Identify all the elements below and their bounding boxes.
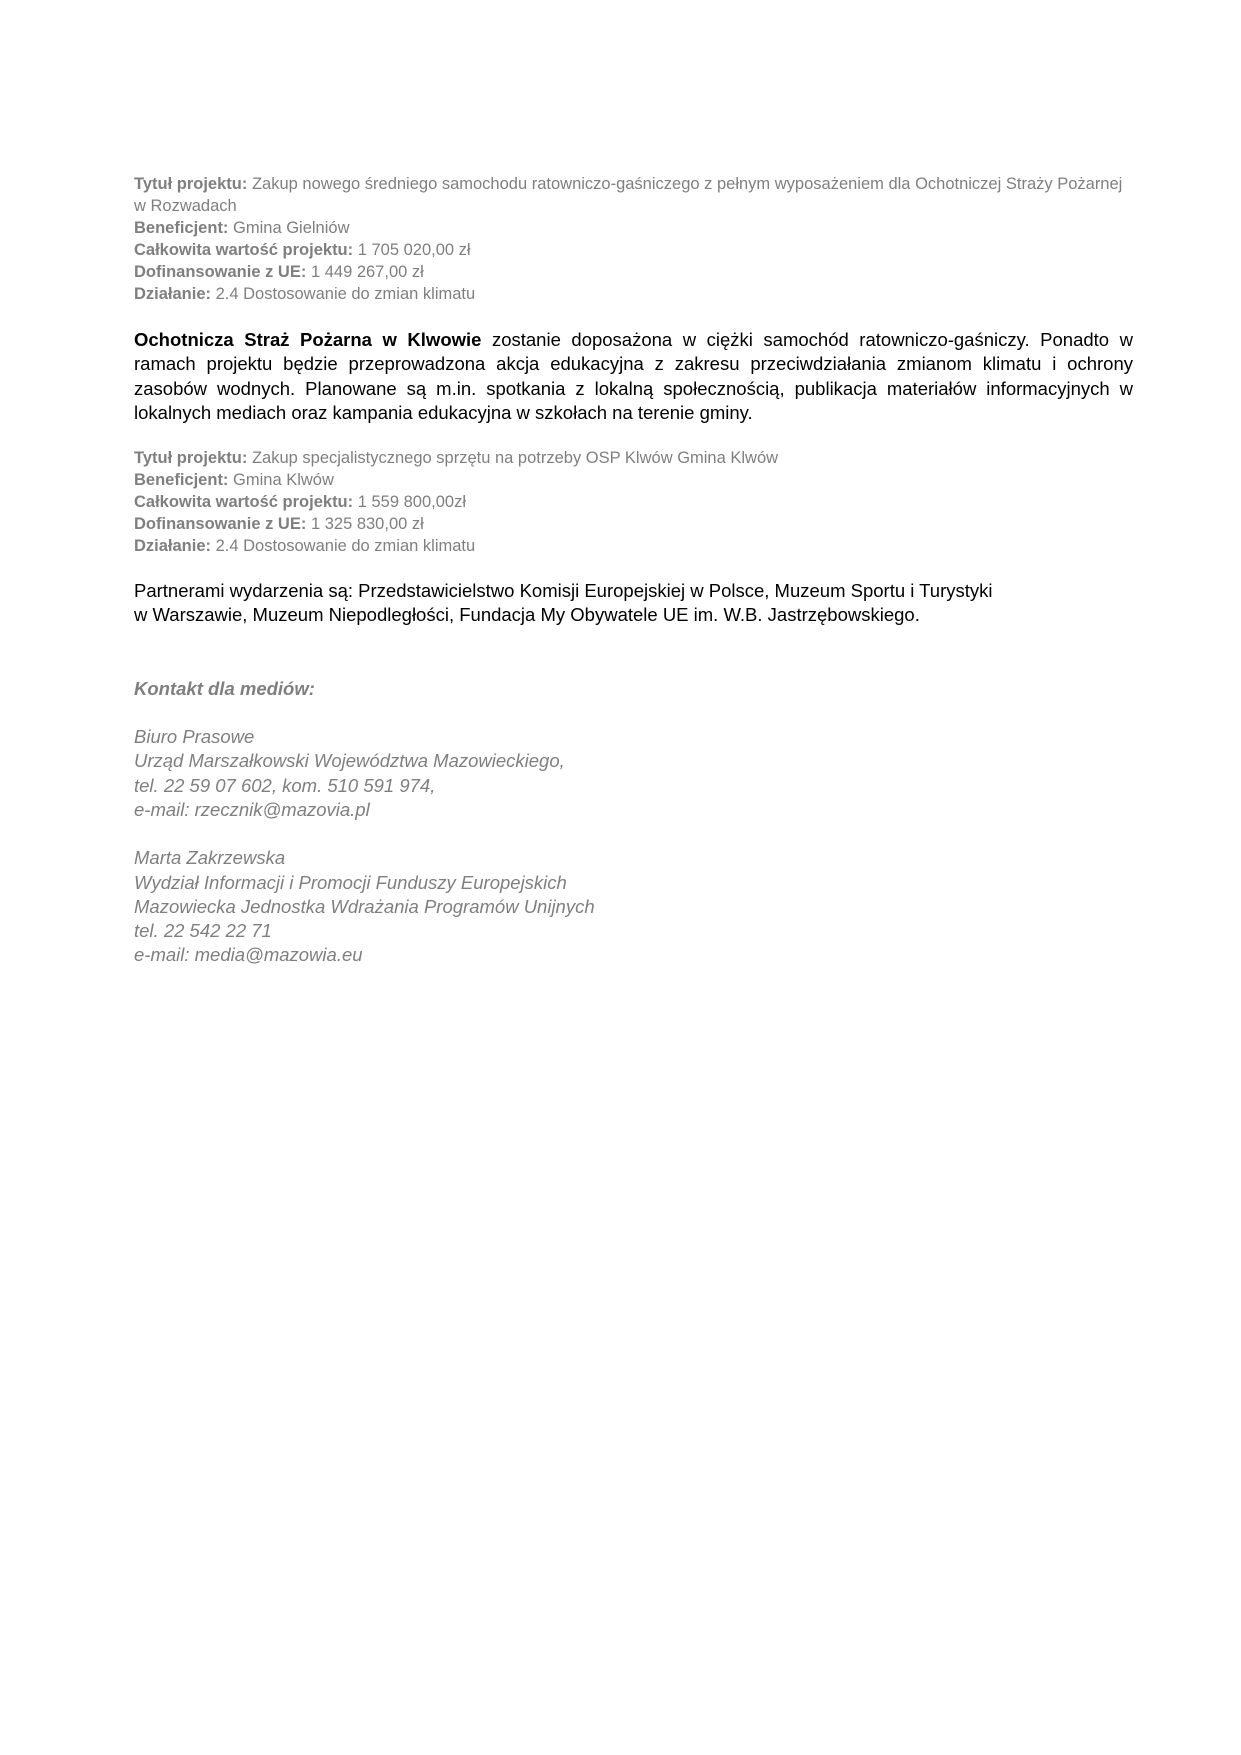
total-value: 1 705 020,00 zł: [357, 241, 471, 259]
contact-line: tel. 22 542 22 71: [134, 920, 272, 942]
contact-email[interactable]: e-mail: rzecznik@mazovia.pl: [134, 798, 370, 820]
project-1-details: [134, 173, 1133, 305]
paragraph-bold: Ochotnicza Straż Pożarna w Klwowie: [134, 329, 482, 350]
contact-line: Mazowiecka Jednostka Wdrażania Programów Unijnych: [134, 895, 595, 917]
action: 2.4 Dostosowanie do zmian klimatu: [215, 285, 476, 303]
contact-line: Wydział Informacji i Promocji Funduszy Europejskich: [134, 871, 567, 893]
contact-email[interactable]: e-mail: media@mazowia.eu: [134, 944, 363, 966]
paragraph-text: zostanie doposażona w ciężki samochód ratowniczo-gaśniczy. Ponadto w ramach projektu będzie przeprowadzona akcja edukacyjna z zakresu przeciwdziałania zmianom klimatu i ochrony zasobów wodnych. Planowane są m.in. spotkania z lokalną społecznością, publikacja materiałów informacyjnych w lokalnych mediach oraz kampania edukacyjna w szkołach na terenie gminy.: [134, 329, 1133, 423]
eu-funding: 1 449 267,00 zł: [310, 263, 424, 281]
label: Beneficjent:: [134, 471, 229, 490]
label: Całkowita wartość projektu:: [134, 493, 354, 512]
label: Całkowita wartość projektu:: [134, 241, 354, 259]
person-contact: [134, 846, 1133, 967]
label: Tytuł projektu:: [134, 449, 248, 468]
contact-heading: Kontakt dla mediów:: [134, 677, 315, 699]
action: 2.4 Dostosowanie do zmian klimatu: [215, 537, 476, 556]
beneficiary: Gmina Gielniów: [233, 219, 350, 237]
partners-line: Partnerami wydarzenia są: Przedstawicielstwo Komisji Europejskiej w Polsce, Muzeum Sportu i Turystyki: [134, 580, 993, 602]
media-contact: [134, 677, 1133, 968]
total-value: 1 559 800,00zł: [357, 493, 466, 512]
eu-funding: 1 325 830,00 zł: [310, 515, 424, 534]
contact-line: Urząd Marszałkowski Województwa Mazowieckiego,: [134, 750, 565, 772]
label: Dofinansowanie z UE:: [134, 263, 307, 281]
document-page: [134, 173, 1133, 968]
partners-line: w Warszawie, Muzeum Niepodległości, Fundacja My Obywatele UE im. W.B. Jastrzębowskiego.: [134, 604, 920, 626]
description-paragraph: [134, 328, 1133, 425]
label: Tytuł projektu:: [134, 175, 248, 193]
label: Beneficjent:: [134, 219, 229, 237]
project-2-details: [134, 447, 1133, 557]
press-office-contact: [134, 725, 1133, 822]
label: Działanie:: [134, 285, 212, 303]
partners-paragraph: [134, 579, 1133, 628]
beneficiary: Gmina Klwów: [233, 471, 334, 490]
project-title: Zakup nowego średniego samochodu ratowniczo-gaśniczego z pełnym wyposażeniem dla Ochotniczej Straży Pożarnej w Rozwadach: [134, 175, 1123, 215]
project-title: Zakup specjalistycznego sprzętu na potrzeby OSP Klwów Gmina Klwów: [251, 449, 779, 468]
contact-line: Biuro Prasowe: [134, 726, 255, 748]
label: Działanie:: [134, 537, 212, 556]
contact-line: tel. 22 59 07 602, kom. 510 591 974,: [134, 774, 436, 796]
contact-line: Marta Zakrzewska: [134, 847, 286, 869]
label: Dofinansowanie z UE:: [134, 515, 307, 534]
